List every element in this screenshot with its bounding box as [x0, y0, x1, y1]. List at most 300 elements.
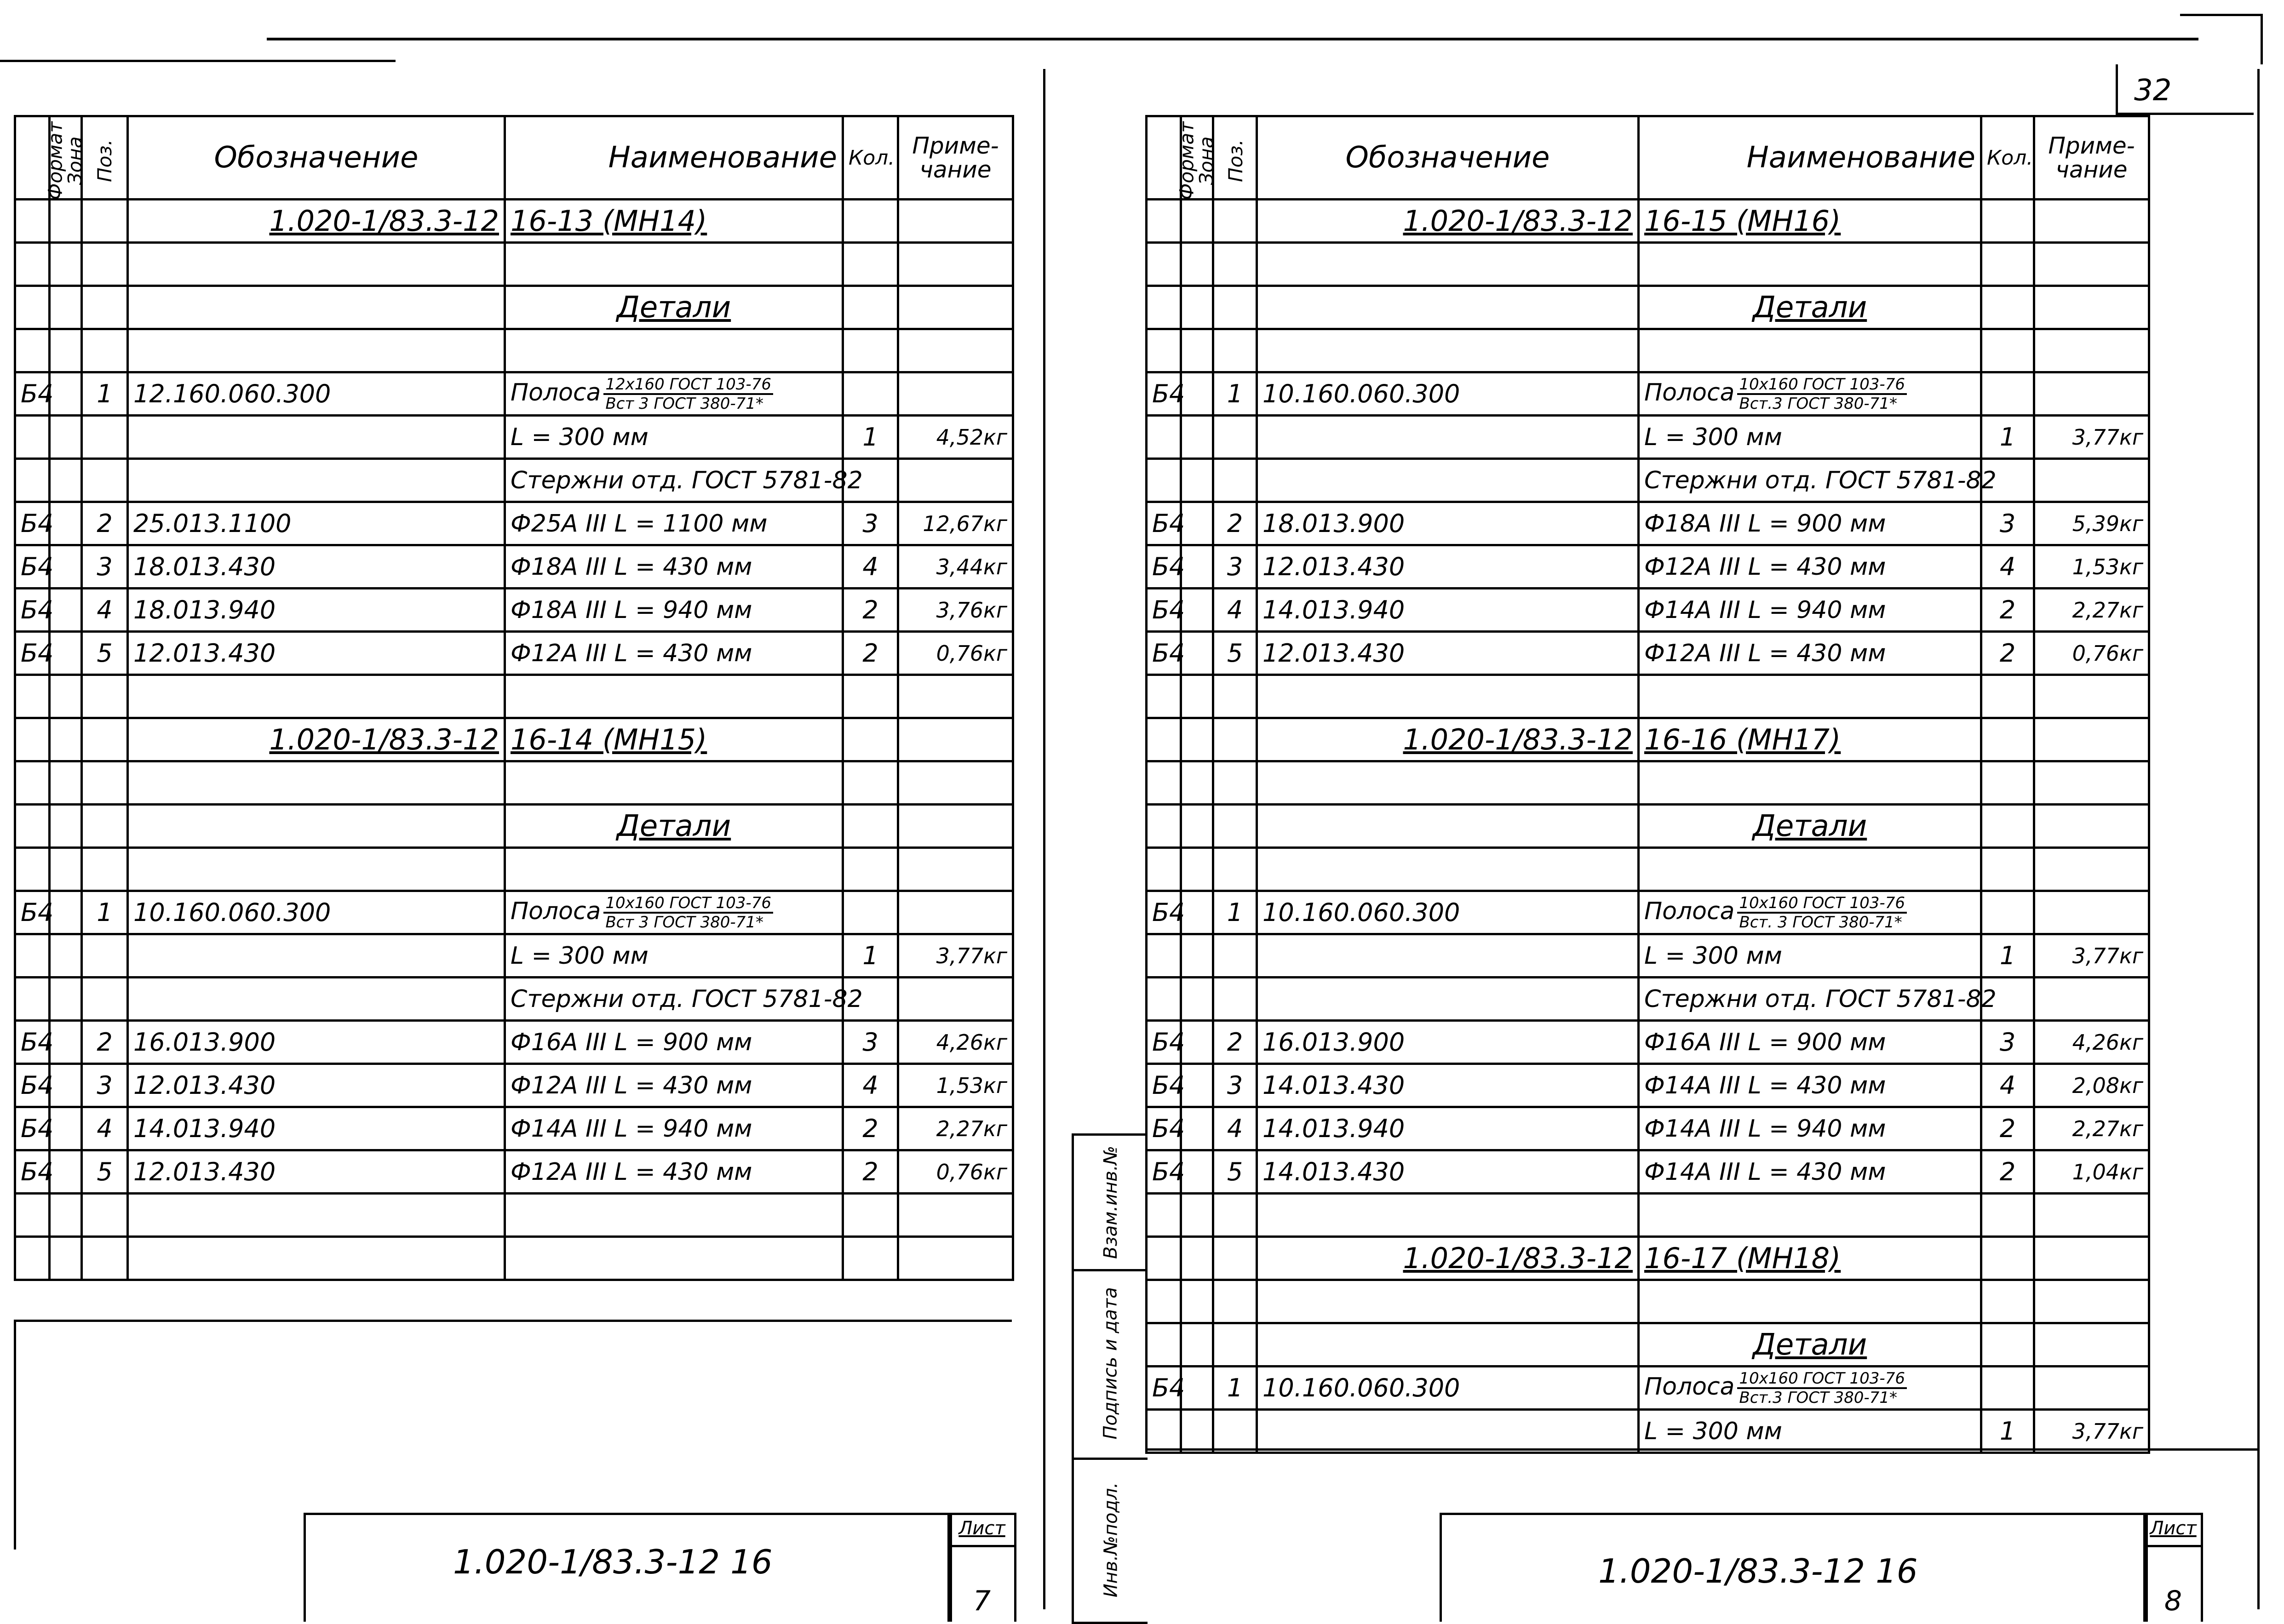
blank-row: [15, 1194, 1013, 1237]
designation-cell: [1257, 978, 1639, 1021]
table-row: [1147, 545, 2149, 589]
zone-cell: [50, 329, 82, 372]
name-cell: [1639, 372, 1981, 416]
material-fraction: [1737, 376, 1907, 412]
qty-cell: 1: [1981, 416, 2034, 459]
name-cell: [1639, 589, 1981, 632]
pos-cell: 2: [1213, 1021, 1257, 1064]
col-zone: Зона: [1181, 116, 1213, 200]
material-fraction: [603, 376, 773, 412]
name-cell: [1639, 416, 1981, 459]
name-text: Ф16А III L = 900 мм: [1644, 1028, 1886, 1056]
zone-cell: [1181, 1107, 1213, 1150]
zone-cell: [1181, 1367, 1213, 1410]
pos-cell: [82, 805, 128, 848]
zone-cell: [50, 372, 82, 416]
fraction-denominator: Вст.3 ГОСТ 380-71*: [1739, 1388, 1897, 1407]
heading-row: [1147, 286, 2149, 329]
designation-cell: 12.013.430: [1257, 632, 1639, 675]
center-fold-line: [1043, 69, 1045, 1609]
name-cell: [1639, 502, 1981, 545]
note-cell: [898, 329, 1013, 372]
left-body: [15, 200, 1013, 1280]
designation-cell: [128, 1237, 505, 1280]
col-pos: Поз.: [82, 116, 128, 200]
name-cell: [505, 761, 843, 805]
qty-cell: [843, 1237, 898, 1280]
zone-cell: [50, 718, 82, 761]
table-row: [1147, 978, 2149, 1021]
left-frame-bottom-line: [14, 1320, 1012, 1322]
zone-cell: [1181, 372, 1213, 416]
note-cell: 0,76кг: [898, 632, 1013, 675]
fmt-cell: Б4: [1147, 1107, 1181, 1150]
table-row: [1147, 1410, 2149, 1453]
fmt-cell: [1147, 1237, 1181, 1280]
fraction-denominator: Вст 3 ГОСТ 380-71*: [605, 394, 763, 413]
fmt-cell: [15, 243, 50, 286]
details-heading: Детали: [1639, 286, 1981, 329]
left-title-text: 1.020-1/83.3-12 16: [453, 1543, 773, 1581]
fmt-cell: Б4: [1147, 891, 1181, 934]
pos-cell: [82, 1194, 128, 1237]
name-cell: [1639, 761, 1981, 805]
blank-row: [1147, 675, 2149, 718]
zone-cell: [1181, 502, 1213, 545]
note-cell: 1,53кг: [2034, 545, 2149, 589]
left-sheet-box-divider: [950, 1545, 1014, 1547]
note-cell: 4,26кг: [2034, 1021, 2149, 1064]
designation-cell: [128, 286, 505, 329]
pos-cell: [1213, 200, 1257, 243]
section-name: [505, 200, 843, 243]
note-cell: [898, 675, 1013, 718]
table-row: [1147, 934, 2149, 978]
zone-cell: [50, 805, 82, 848]
name-cell: [1639, 891, 1981, 934]
zone-cell: [1181, 1323, 1213, 1367]
fmt-cell: [1147, 1410, 1181, 1453]
zone-cell: [50, 675, 82, 718]
name-text: L = 300 мм: [1644, 942, 1782, 970]
zone-cell: [1181, 934, 1213, 978]
designation-cell: [1257, 1410, 1639, 1453]
fmt-cell: [15, 416, 50, 459]
name-text: Ф14А III L = 940 мм: [1644, 596, 1886, 624]
note-cell: [898, 1237, 1013, 1280]
fmt-cell: [1147, 459, 1181, 502]
table-row: [15, 978, 1013, 1021]
section-name-text: 16-16 (МН17): [1644, 723, 1841, 756]
col-designation: Обозначение: [1257, 116, 1639, 200]
right-spec-table: [1145, 115, 2150, 1454]
zone-cell: [50, 459, 82, 502]
section-row: [1147, 200, 2149, 243]
stamp-inv-orig-cell: [1074, 1458, 1148, 1622]
name-text: Ф18А III L = 430 мм: [511, 553, 752, 581]
qty-cell: [843, 200, 898, 243]
note-cell: [2034, 459, 2149, 502]
qty-cell: [1981, 718, 2034, 761]
zone-cell: [1181, 848, 1213, 891]
qty-cell: [1981, 1323, 2034, 1367]
designation-cell: 12.013.430: [1257, 545, 1639, 589]
designation-cell: [128, 416, 505, 459]
pos-cell: [1213, 934, 1257, 978]
fmt-cell: [15, 1194, 50, 1237]
blank-row: [1147, 1194, 2149, 1237]
qty-cell: 3: [1981, 502, 2034, 545]
name-text: Ф14А III L = 940 мм: [1644, 1115, 1886, 1143]
right-header-row: [1147, 116, 2149, 200]
designation-cell: 12.013.430: [128, 1064, 505, 1107]
name-cell: [505, 978, 863, 1021]
zone-cell: [1181, 675, 1213, 718]
note-cell: [2034, 329, 2149, 372]
zone-cell: [1181, 1237, 1213, 1280]
pos-cell: [1213, 1194, 1257, 1237]
pos-cell: 1: [82, 372, 128, 416]
table-row: [1147, 1367, 2149, 1410]
zone-cell: [50, 1150, 82, 1194]
pos-cell: [82, 329, 128, 372]
right-title-text: 1.020-1/83.3-12 16: [1598, 1552, 1918, 1590]
pos-cell: 3: [82, 545, 128, 589]
section-name: [1639, 718, 1981, 761]
table-row: [15, 589, 1013, 632]
zone-cell: [50, 502, 82, 545]
table-row: [15, 891, 1013, 934]
name-text: Ф14А III L = 940 мм: [511, 1115, 752, 1143]
right-sheet-number: 8: [2164, 1585, 2182, 1617]
zone-cell: [1181, 891, 1213, 934]
col-name: Наименование: [1639, 116, 1981, 200]
name-cell: [1639, 545, 1981, 589]
pos-cell: [1213, 1237, 1257, 1280]
fraction-numerator: 10х160 ГОСТ 103-76: [1737, 1370, 1907, 1389]
note-cell: 3,77кг: [2034, 934, 2149, 978]
section-designation: [1257, 200, 1639, 243]
zone-cell: [1181, 589, 1213, 632]
note-cell: 2,08кг: [2034, 1064, 2149, 1107]
name-text: Ф12А III L = 430 мм: [1644, 553, 1886, 581]
fmt-cell: [1147, 1280, 1181, 1323]
zone-cell: [1181, 1410, 1213, 1453]
name-cell: [1639, 848, 1981, 891]
table-row: [15, 934, 1013, 978]
qty-cell: 2: [843, 632, 898, 675]
table-row: [15, 1150, 1013, 1194]
right-title-block: [1440, 1513, 2148, 1622]
note-cell: 4,26кг: [898, 1021, 1013, 1064]
pos-cell: [1213, 1410, 1257, 1453]
right-frame-bottom-line: [1145, 1448, 2258, 1451]
table-row: [1147, 1021, 2149, 1064]
fmt-cell: [1147, 675, 1181, 718]
blank-row: [1147, 1280, 2149, 1323]
designation-cell: [128, 459, 505, 502]
qty-cell: [843, 286, 898, 329]
designation-cell: 25.013.1100: [128, 502, 505, 545]
designation-cell: [128, 978, 505, 1021]
designation-cell: 12.013.430: [128, 1150, 505, 1194]
name-text: Полоса: [1644, 1372, 1735, 1401]
section-designation-text: 1.020-1/83.3-12: [1403, 1241, 1633, 1275]
fmt-cell: [1147, 243, 1181, 286]
right-edge-line: [2257, 69, 2260, 1609]
note-cell: [898, 459, 1013, 502]
blank-row: [1147, 761, 2149, 805]
fmt-cell: Б4: [15, 372, 50, 416]
qty-cell: [1981, 1194, 2034, 1237]
zone-cell: [50, 891, 82, 934]
material-fraction: [1737, 894, 1907, 931]
note-cell: [2034, 243, 2149, 286]
blank-row: [1147, 329, 2149, 372]
designation-cell: 10.160.060.300: [1257, 891, 1639, 934]
pos-cell: [1213, 675, 1257, 718]
designation-cell: [128, 934, 505, 978]
designation-cell: [1257, 459, 1639, 502]
qty-cell: [843, 1194, 898, 1237]
section-designation-text: 1.020-1/83.3-12: [269, 204, 499, 238]
col-format: Формат: [1147, 116, 1181, 200]
heading-row: [1147, 805, 2149, 848]
designation-cell: [1257, 243, 1639, 286]
qty-cell: 1: [843, 934, 898, 978]
designation-cell: 10.160.060.300: [1257, 372, 1639, 416]
pos-cell: [82, 243, 128, 286]
name-cell: [505, 243, 843, 286]
fmt-cell: Б4: [15, 632, 50, 675]
zone-cell: [1181, 545, 1213, 589]
fmt-cell: Б4: [15, 545, 50, 589]
fmt-cell: Б4: [1147, 1150, 1181, 1194]
section-row: [15, 200, 1013, 243]
side-stamp: [1072, 1133, 1148, 1624]
name-cell: [505, 416, 843, 459]
designation-cell: [1257, 416, 1639, 459]
details-heading: Детали: [1639, 1323, 1981, 1367]
pos-cell: [82, 848, 128, 891]
zone-cell: [50, 416, 82, 459]
zone-cell: [50, 632, 82, 675]
fmt-cell: [1147, 761, 1181, 805]
qty-cell: 2: [1981, 589, 2034, 632]
pos-cell: [1213, 718, 1257, 761]
pos-cell: 4: [82, 589, 128, 632]
fmt-cell: Б4: [15, 1021, 50, 1064]
qty-cell: [843, 675, 898, 718]
name-cell: [1639, 1064, 1981, 1107]
section-row: [1147, 1237, 2149, 1280]
note-cell: [2034, 1280, 2149, 1323]
pos-cell: [82, 1237, 128, 1280]
pos-cell: [82, 934, 128, 978]
qty-cell: [1981, 675, 2034, 718]
fmt-cell: [15, 718, 50, 761]
fraction-denominator: Вст 3 ГОСТ 380-71*: [605, 913, 763, 932]
qty-cell: 2: [1981, 632, 2034, 675]
section-designation: [128, 718, 505, 761]
zone-cell: [50, 848, 82, 891]
name-cell: [1639, 978, 1997, 1021]
zone-cell: [1181, 459, 1213, 502]
name-cell: [1639, 1280, 1981, 1323]
section-designation-text: 1.020-1/83.3-12: [269, 723, 499, 756]
fmt-cell: [15, 329, 50, 372]
name-cell: [505, 848, 843, 891]
qty-cell: 1: [843, 416, 898, 459]
name-cell: [1639, 1194, 1981, 1237]
name-cell: [505, 1021, 843, 1064]
section-name-text: 16-13 (МН14): [511, 204, 707, 238]
fmt-cell: Б4: [1147, 589, 1181, 632]
note-cell: [898, 243, 1013, 286]
zone-cell: [50, 761, 82, 805]
blank-row: [15, 329, 1013, 372]
blank-row: [1147, 243, 2149, 286]
pos-cell: 1: [1213, 372, 1257, 416]
blank-row: [1147, 848, 2149, 891]
pos-cell: 3: [1213, 1064, 1257, 1107]
designation-cell: [1257, 848, 1639, 891]
name-cell: [505, 502, 843, 545]
name-cell: [1639, 632, 1981, 675]
pos-cell: 2: [82, 1021, 128, 1064]
note-cell: 3,44кг: [898, 545, 1013, 589]
fmt-cell: [1147, 286, 1181, 329]
pos-cell: [82, 286, 128, 329]
name-cell: [505, 545, 843, 589]
section-name: [505, 718, 843, 761]
fmt-cell: [1147, 805, 1181, 848]
fmt-cell: [15, 675, 50, 718]
name-text: Ф12А III L = 430 мм: [511, 1071, 752, 1099]
pos-cell: 2: [82, 502, 128, 545]
qty-cell: [843, 761, 898, 805]
zone-cell: [50, 1107, 82, 1150]
name-cell: [505, 891, 843, 934]
fmt-cell: Б4: [1147, 1021, 1181, 1064]
fraction-denominator: Вст.3 ГОСТ 380-71*: [1739, 394, 1897, 413]
note-cell: [2034, 848, 2149, 891]
qty-cell: 4: [1981, 545, 2034, 589]
name-text: Ф14А III L = 430 мм: [1644, 1158, 1886, 1186]
pos-cell: 1: [1213, 891, 1257, 934]
name-text: Ф12А III L = 430 мм: [511, 639, 752, 667]
col-note: Приме- чание: [2034, 116, 2149, 200]
name-text: Полоса: [511, 897, 601, 925]
qty-cell: 3: [843, 1021, 898, 1064]
pos-cell: 5: [1213, 1150, 1257, 1194]
pos-cell: 4: [82, 1107, 128, 1150]
name-text: Стержни отд. ГОСТ 5781-82: [1644, 985, 1997, 1013]
note-cell: [2034, 1323, 2149, 1367]
zone-cell: [1181, 978, 1213, 1021]
fmt-cell: Б4: [15, 1107, 50, 1150]
name-cell: [505, 589, 843, 632]
zone-cell: [50, 1021, 82, 1064]
right-sheet-box: [2143, 1513, 2203, 1622]
pos-cell: [82, 761, 128, 805]
name-text: Стержни отд. ГОСТ 5781-82: [1644, 466, 1997, 494]
left-frame-left-line: [14, 1320, 16, 1550]
designation-cell: 18.013.900: [1257, 502, 1639, 545]
name-text: Стержни отд. ГОСТ 5781-82: [511, 985, 863, 1013]
section-name-text: 16-15 (МН16): [1644, 204, 1841, 238]
section-row: [15, 718, 1013, 761]
zone-cell: [1181, 1150, 1213, 1194]
note-cell: 1,53кг: [898, 1064, 1013, 1107]
fmt-cell: [1147, 329, 1181, 372]
qty-cell: [1981, 891, 2034, 934]
table-row: [1147, 372, 2149, 416]
name-text: Стержни отд. ГОСТ 5781-82: [511, 466, 863, 494]
fmt-cell: [15, 1237, 50, 1280]
material-fraction: [603, 894, 773, 931]
note-cell: 3,76кг: [898, 589, 1013, 632]
qty-cell: [1981, 1280, 2034, 1323]
name-cell: [505, 632, 843, 675]
table-row: [1147, 1150, 2149, 1194]
name-cell: [1639, 1107, 1981, 1150]
fmt-cell: [15, 934, 50, 978]
note-cell: 3,77кг: [2034, 1410, 2149, 1453]
qty-cell: [843, 805, 898, 848]
zone-cell: [1181, 286, 1213, 329]
qty-cell: [843, 329, 898, 372]
section-row: [1147, 718, 2149, 761]
note-cell: [2034, 675, 2149, 718]
zone-cell: [1181, 416, 1213, 459]
fraction-denominator: Вст. 3 ГОСТ 380-71*: [1739, 913, 1902, 932]
table-row: [15, 502, 1013, 545]
col-name: Наименование: [505, 116, 843, 200]
zone-cell: [50, 978, 82, 1021]
zone-cell: [1181, 200, 1213, 243]
pos-cell: 4: [1213, 589, 1257, 632]
name-cell: [1639, 1150, 1981, 1194]
designation-cell: 16.013.900: [128, 1021, 505, 1064]
table-row: [15, 1064, 1013, 1107]
name-text: Ф18А III L = 900 мм: [1644, 509, 1886, 538]
qty-cell: [843, 372, 898, 416]
name-cell: [505, 1237, 843, 1280]
note-cell: 0,76кг: [2034, 632, 2149, 675]
fmt-cell: Б4: [1147, 1064, 1181, 1107]
table-row: [1147, 416, 2149, 459]
table-row: [15, 545, 1013, 589]
table-row: [15, 1107, 1013, 1150]
fraction-numerator: 10х160 ГОСТ 103-76: [1737, 376, 1907, 395]
heading-row: [1147, 1323, 2149, 1367]
zone-cell: [50, 545, 82, 589]
note-cell: [898, 1194, 1013, 1237]
section-name: [1639, 200, 1981, 243]
fmt-cell: [15, 459, 50, 502]
designation-cell: 14.013.940: [1257, 589, 1639, 632]
details-heading: Детали: [1639, 805, 1981, 848]
section-designation: [128, 200, 505, 243]
pos-cell: 5: [1213, 632, 1257, 675]
table-row: [15, 416, 1013, 459]
pos-cell: [82, 718, 128, 761]
name-text: Ф14А III L = 430 мм: [1644, 1071, 1886, 1099]
designation-cell: [128, 1194, 505, 1237]
pos-cell: [82, 675, 128, 718]
name-cell: [1639, 329, 1981, 372]
